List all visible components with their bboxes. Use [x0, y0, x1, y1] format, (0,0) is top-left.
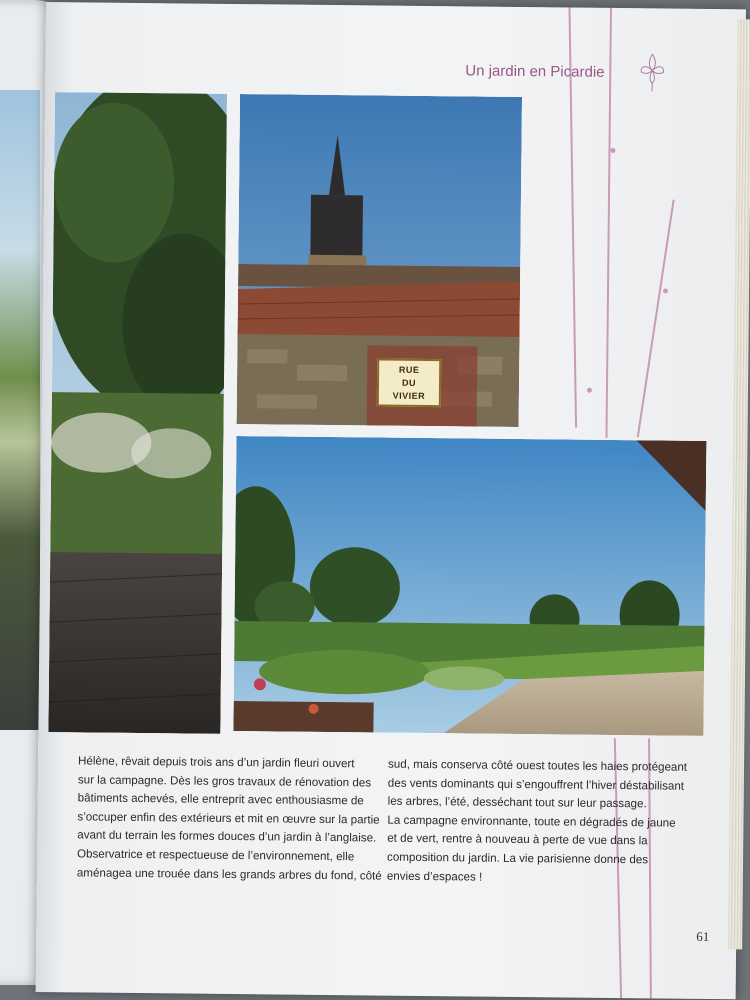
photo-garden-panorama — [233, 436, 706, 736]
street-sign — [377, 358, 441, 407]
body-text-right-column — [387, 756, 708, 890]
text-line: Observatrice et respectueuse de l’environnement, elle — [77, 847, 355, 864]
street-sign-line: VIVIER — [392, 390, 426, 401]
body-text-left-column — [76, 752, 382, 885]
decorative-line — [605, 8, 611, 438]
photo-church-street-sign — [237, 94, 522, 427]
street-sign-line: DU — [401, 377, 417, 388]
page-stack-edges — [728, 19, 750, 949]
text-line: composition du jardin. La vie parisienne donne des — [386, 850, 649, 867]
text-line: s’occuper enfin des extérieurs et mit en œuvre sur la partie — [77, 810, 380, 827]
text-line: La campagne environnante, toute en dégradés de jaune — [387, 813, 676, 830]
previous-page-photo — [0, 90, 40, 730]
text-line: avant du terrain les formes douces d’un jardin à l’anglaise. — [77, 828, 377, 845]
photo-tree-terrace — [48, 92, 227, 734]
text-line: envies d’espaces ! — [386, 869, 483, 884]
page-number: 61 — [696, 928, 710, 944]
text-line: et de vert, rentre à nouveau à perte de vue dans la — [387, 831, 648, 848]
magazine-page — [36, 2, 746, 999]
decorative-dot — [587, 388, 592, 393]
decorative-dot — [610, 148, 615, 153]
text-line: les arbres, l’été, desséchant tout sur leur passage. — [387, 794, 647, 811]
street-sign-line: RUE — [398, 364, 420, 375]
text-line: sur la campagne. Dès les gros travaux de rénovation des — [77, 772, 372, 790]
text-line: des vents dominants qui s’engouffrent l’hiver déstabilisant — [387, 776, 685, 793]
text-line: aménagea une trouée dans les grands arbres du fond, côté — [76, 865, 382, 883]
text-line: Hélène, rêvait depuis trois ans d’un jardin fleuri ouvert — [77, 754, 355, 771]
text-line: sud, mais conserva côté ouest toutes les haies protégeant — [387, 757, 688, 774]
iris-flower-icon — [637, 50, 667, 92]
decorative-dot — [663, 288, 668, 293]
text-line: bâtiments achevés, elle entreprit avec enthousiasme de — [77, 791, 364, 808]
section-title: Un jardin en Picardie — [465, 62, 605, 81]
decorative-line — [637, 200, 674, 438]
